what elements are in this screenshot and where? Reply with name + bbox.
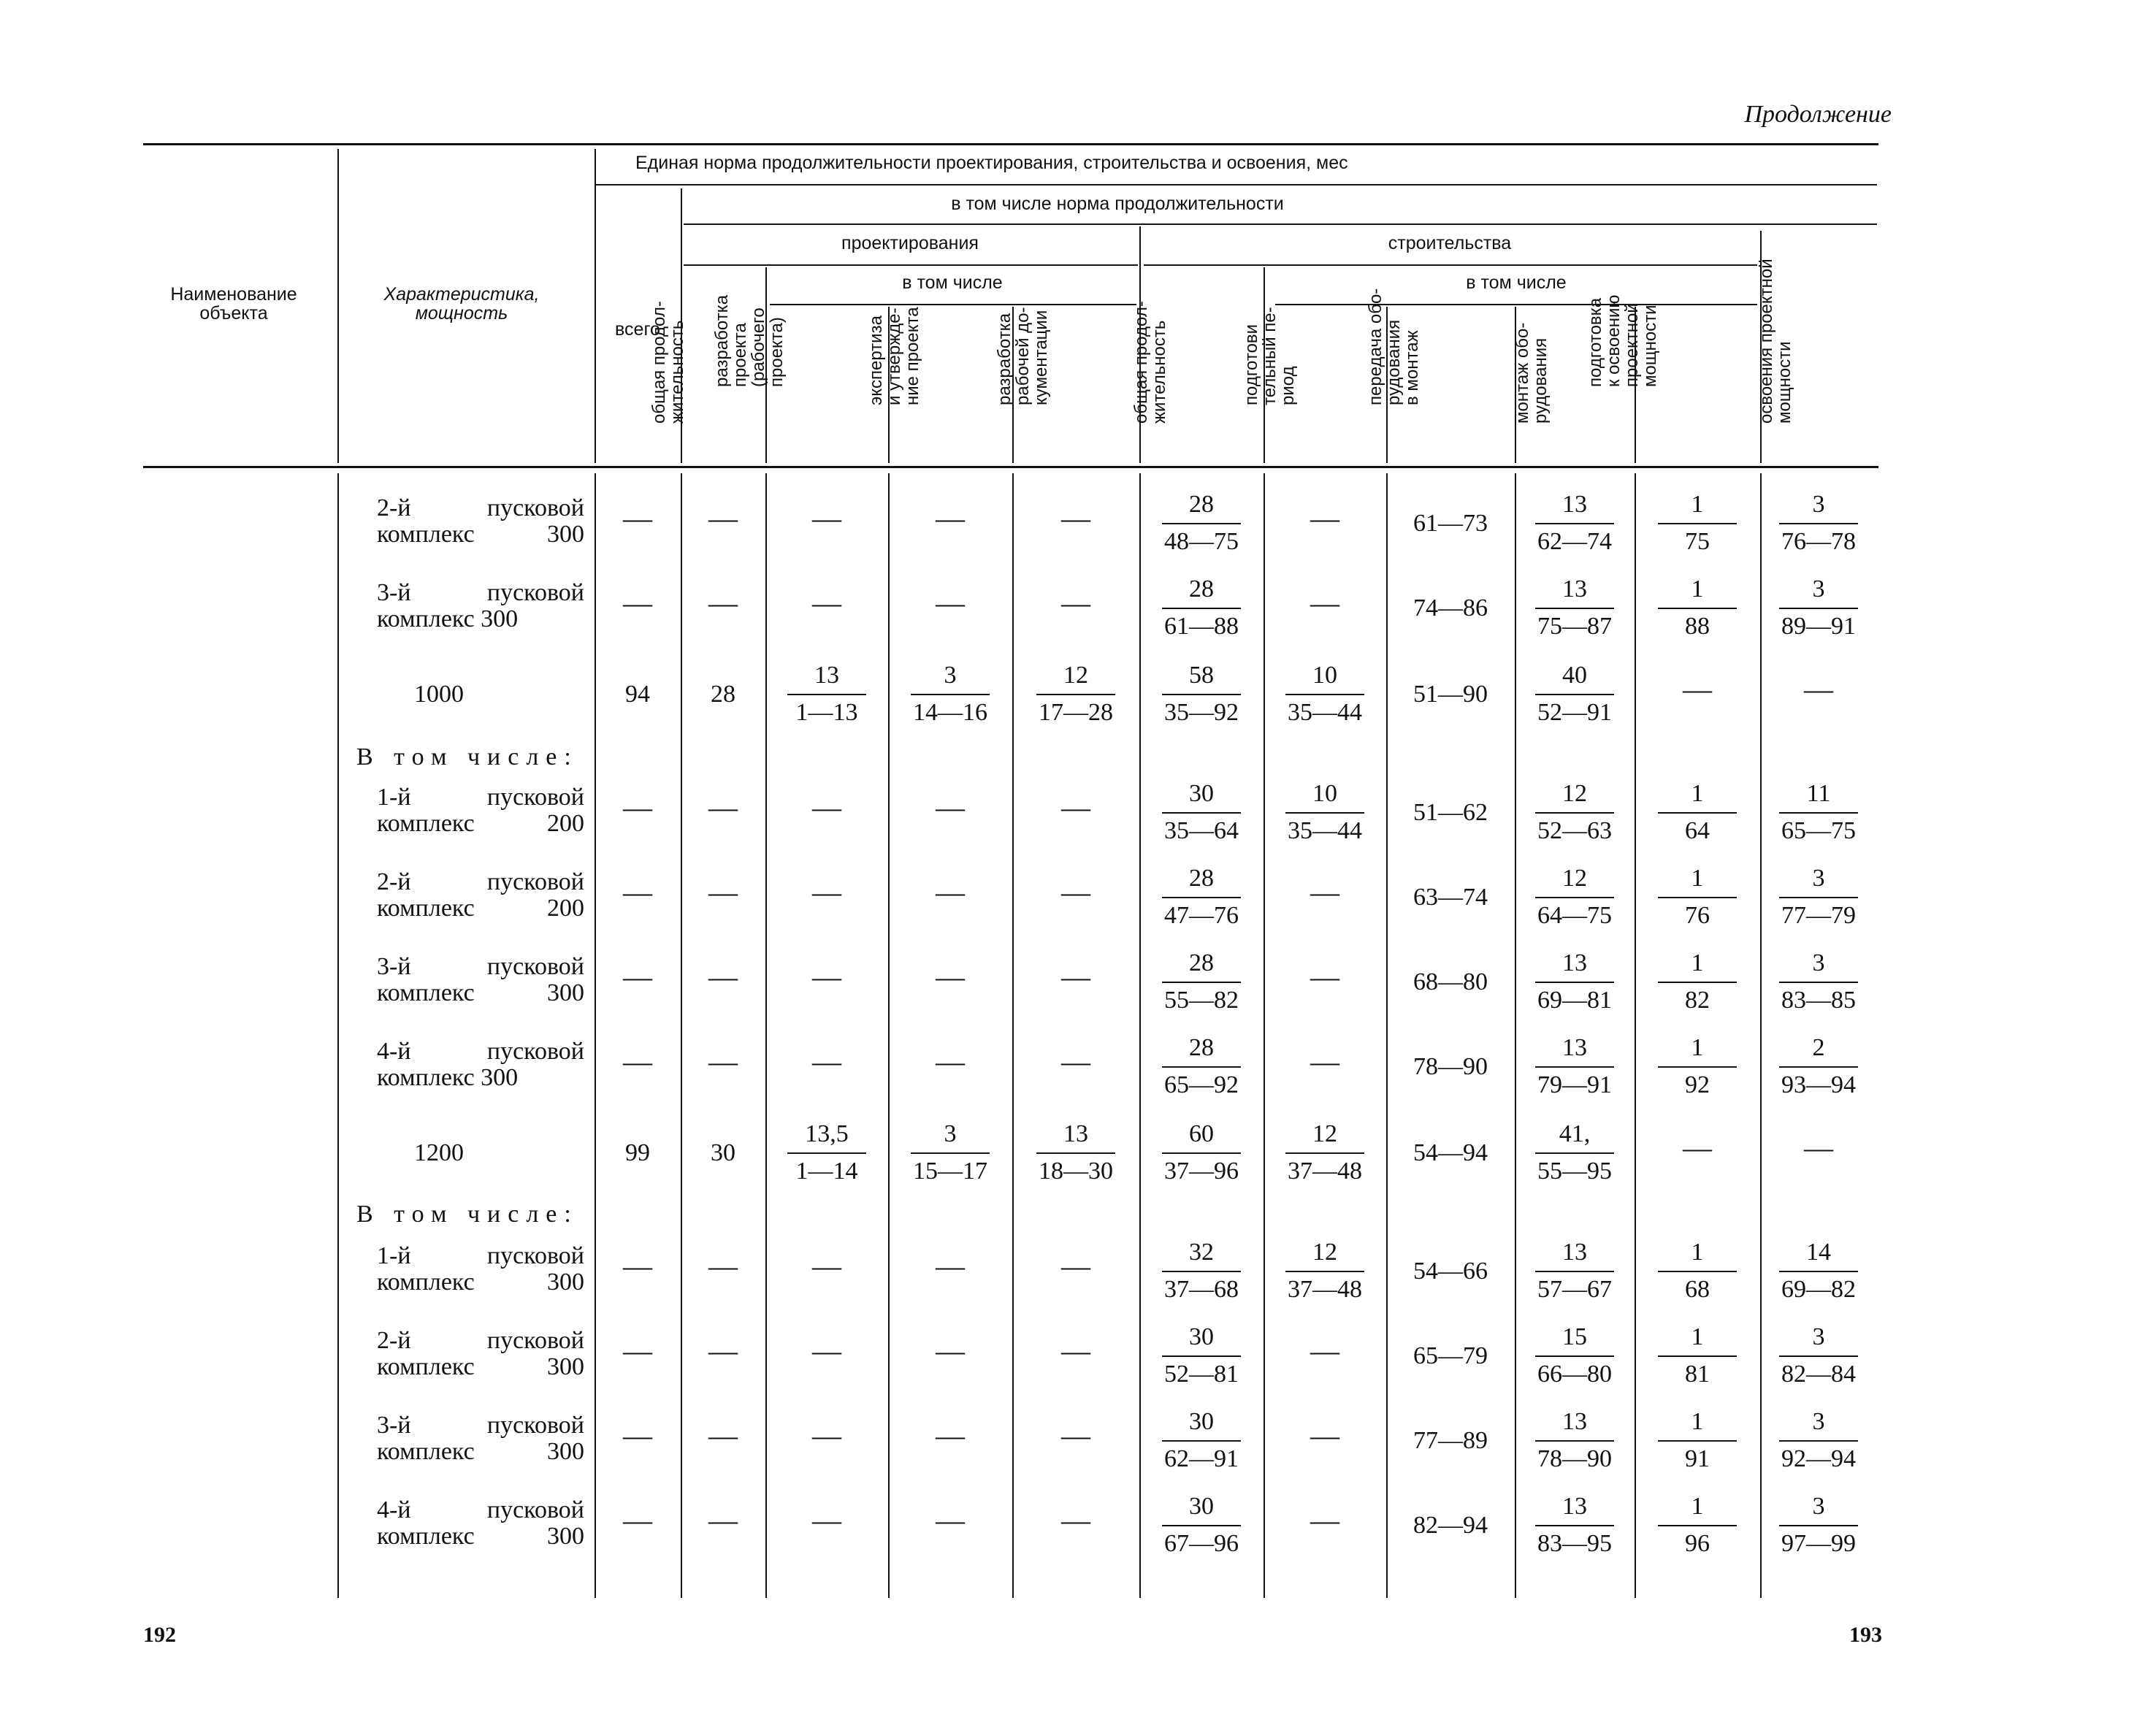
- fraction-numerator: 1: [1658, 491, 1737, 524]
- dash: —: [708, 1250, 738, 1282]
- cell-value: 54—94: [1413, 1139, 1488, 1166]
- page-number-left: 192: [143, 1623, 176, 1647]
- dash: —: [708, 1045, 738, 1078]
- complex-ordinal: 1-й: [377, 784, 411, 811]
- fraction-denominator: 57—67: [1537, 1276, 1612, 1303]
- total-header: всего: [615, 319, 660, 340]
- header-rule-construction: [1144, 264, 1757, 266]
- fraction-numerator: 13: [1535, 1034, 1614, 1068]
- header-installation: монтаж обо- рудования: [1513, 322, 1551, 424]
- header-rule-design-sub: [770, 304, 1136, 305]
- dash: —: [1310, 1334, 1339, 1367]
- cell-value: 51—90: [1413, 681, 1488, 708]
- fraction-numerator: 13: [787, 662, 866, 695]
- fraction-numerator: 3: [911, 1120, 990, 1154]
- complex-label: комплекс: [377, 1523, 475, 1550]
- fraction-numerator: 13: [1535, 575, 1614, 609]
- table-row: [0, 865, 2156, 954]
- fraction-denominator: 15—17: [913, 1158, 987, 1185]
- fraction-numerator: 2: [1779, 1034, 1858, 1068]
- complex-ordinal: 3-й: [377, 1412, 411, 1439]
- fraction-numerator: 1: [1658, 1323, 1737, 1357]
- dash: —: [708, 876, 738, 909]
- dash: —: [812, 1045, 841, 1078]
- dash: —: [1061, 586, 1090, 619]
- fraction-numerator: 10: [1285, 662, 1364, 695]
- launch-complex-label: [377, 1497, 584, 1550]
- complex-capacity: 300: [547, 1269, 584, 1296]
- design-including-header: в том числе: [902, 272, 1003, 293]
- fraction-numerator: 13: [1535, 1493, 1614, 1526]
- table-row: [0, 575, 2156, 665]
- table-row: [0, 1034, 2156, 1123]
- dash: —: [1061, 960, 1090, 993]
- fraction-denominator: 77—79: [1781, 902, 1856, 929]
- fraction-numerator: 28: [1162, 1034, 1241, 1068]
- dash: —: [936, 1419, 965, 1452]
- dash: —: [812, 791, 841, 824]
- complex-word: пусковой: [486, 1496, 584, 1523]
- fraction-denominator: 97—99: [1781, 1530, 1856, 1557]
- cell-value: 54—66: [1413, 1258, 1488, 1285]
- dash: —: [623, 502, 652, 535]
- fraction-denominator: 64—75: [1537, 902, 1612, 929]
- dash: —: [936, 586, 965, 619]
- fraction-denominator: 65—75: [1781, 817, 1856, 844]
- fraction-denominator: 68: [1685, 1276, 1710, 1303]
- fraction-denominator: 35—64: [1164, 817, 1239, 844]
- fraction-numerator: 1: [1658, 1239, 1737, 1272]
- complex-label: комплекс: [377, 1353, 475, 1380]
- fraction-numerator: 1: [1658, 1408, 1737, 1442]
- dash: —: [812, 1250, 841, 1282]
- dash: —: [708, 586, 738, 619]
- fraction-denominator: 37—48: [1288, 1158, 1362, 1185]
- fraction-numerator: 30: [1162, 1408, 1241, 1442]
- fraction-numerator: 13,5: [787, 1120, 866, 1154]
- complex-label: комплекс: [377, 1269, 475, 1296]
- fraction-denominator: 88: [1685, 613, 1710, 640]
- complex-word: пусковой: [486, 784, 584, 811]
- complex-ordinal: 4-й: [377, 1496, 411, 1523]
- launch-complex-label: [377, 1412, 584, 1465]
- table-row: [0, 1239, 2156, 1328]
- cell-value: 51—62: [1413, 799, 1488, 826]
- fraction-numerator: 3: [1779, 575, 1858, 609]
- page-number-right: 193: [1849, 1623, 1882, 1647]
- fraction-numerator: 12: [1285, 1239, 1364, 1272]
- dash: —: [1683, 673, 1712, 705]
- cell-value: 63—74: [1413, 884, 1488, 911]
- unified-norm-header: Единая норма продолжительности проектирования, строительства и освоения, мес: [635, 153, 1348, 173]
- dash: —: [623, 586, 652, 619]
- fraction-denominator: 52—63: [1537, 817, 1612, 844]
- continued-label: Продолжение: [1744, 101, 1892, 128]
- fraction-denominator: 82: [1685, 987, 1710, 1014]
- dash: —: [1310, 1419, 1339, 1452]
- complex-ordinal: 2-й: [377, 868, 411, 895]
- dash: —: [1061, 1045, 1090, 1078]
- characteristic-header: Характеристика, мощность: [383, 284, 540, 324]
- design-header: проектирования: [841, 233, 979, 253]
- header-equipment-transfer: передача обо- рудования в монтаж: [1366, 288, 1422, 405]
- fraction-denominator: 82—84: [1781, 1361, 1856, 1388]
- dash: —: [936, 1045, 965, 1078]
- construction-including-header: в том числе: [1466, 272, 1567, 293]
- fraction-denominator: 55—82: [1164, 987, 1239, 1014]
- complex-label: комплекс: [377, 1438, 475, 1465]
- cell-value: 77—89: [1413, 1427, 1488, 1454]
- header-design-develop: разработка проекта (рабочего проекта): [712, 294, 787, 387]
- dash: —: [708, 1419, 738, 1452]
- dash: —: [1061, 876, 1090, 909]
- header-mastering-prep: подготовка к освоению проектной мощности: [1586, 294, 1660, 387]
- dash: —: [1310, 1045, 1339, 1078]
- fraction-denominator: 64: [1685, 817, 1710, 844]
- fraction-numerator: 3: [1779, 865, 1858, 898]
- dash: —: [936, 791, 965, 824]
- fraction-numerator: 41,: [1535, 1120, 1614, 1154]
- subheading: В том числе:: [356, 1201, 578, 1228]
- fraction-denominator: 35—92: [1164, 699, 1239, 726]
- fraction-numerator: 3: [1779, 1323, 1858, 1357]
- fraction-numerator: 30: [1162, 1493, 1241, 1526]
- complex-label: комплекс 300: [377, 605, 519, 632]
- complex-capacity: 300: [547, 521, 584, 548]
- dash: —: [1683, 1131, 1712, 1164]
- fraction-denominator: 14—16: [913, 699, 987, 726]
- cell-value: 82—94: [1413, 1512, 1488, 1539]
- fraction-numerator: 60: [1162, 1120, 1241, 1154]
- object-name-header: Наименование объекта: [170, 284, 297, 324]
- dash: —: [623, 1250, 652, 1282]
- cell-value: 94: [625, 681, 650, 708]
- capacity-value: 1000: [414, 681, 464, 708]
- complex-ordinal: 2-й: [377, 494, 411, 521]
- dash: —: [812, 1504, 841, 1537]
- table-row: [0, 1120, 2156, 1209]
- fraction-numerator: 1: [1658, 1493, 1737, 1526]
- dash: —: [936, 502, 965, 535]
- fraction-denominator: 69—82: [1781, 1276, 1856, 1303]
- fraction-numerator: 30: [1162, 1323, 1241, 1357]
- complex-word: пусковой: [486, 1038, 584, 1065]
- cell-value: 68—80: [1413, 968, 1488, 995]
- fraction-numerator: 13: [1535, 1408, 1614, 1442]
- fraction-denominator: 92: [1685, 1071, 1710, 1098]
- launch-complex-label: [377, 495, 584, 548]
- complex-word: пусковой: [486, 868, 584, 895]
- fraction-numerator: 3: [1779, 1408, 1858, 1442]
- fraction-numerator: 13: [1535, 1239, 1614, 1272]
- fraction-denominator: 37—96: [1164, 1158, 1239, 1185]
- table-row: [0, 662, 2156, 751]
- dash: —: [812, 960, 841, 993]
- complex-ordinal: 3-й: [377, 953, 411, 980]
- dash: —: [936, 960, 965, 993]
- fraction-numerator: 3: [1779, 949, 1858, 983]
- dash: —: [623, 960, 652, 993]
- fraction-denominator: 62—74: [1537, 528, 1612, 555]
- fraction-numerator: 12: [1535, 780, 1614, 814]
- fraction-denominator: 67—96: [1164, 1530, 1239, 1557]
- subheading: В том числе:: [356, 743, 578, 770]
- dash: —: [708, 960, 738, 993]
- dash: —: [936, 1334, 965, 1367]
- complex-label: комплекс: [377, 810, 475, 837]
- table-row: [0, 491, 2156, 580]
- fraction-denominator: 55—95: [1537, 1158, 1612, 1185]
- complex-word: пусковой: [486, 579, 584, 606]
- complex-ordinal: 4-й: [377, 1038, 411, 1065]
- fraction-numerator: 14: [1779, 1239, 1858, 1272]
- cell-value: 61—73: [1413, 510, 1488, 537]
- launch-complex-label: [377, 1039, 584, 1091]
- dash: —: [936, 1504, 965, 1537]
- dash: —: [1061, 1250, 1090, 1282]
- launch-complex-label: [377, 954, 584, 1006]
- fraction-numerator: 1: [1658, 575, 1737, 609]
- dash: —: [1061, 502, 1090, 535]
- fraction-denominator: 76: [1685, 902, 1710, 929]
- dash: —: [1310, 876, 1339, 909]
- dash: —: [1804, 673, 1833, 705]
- fraction-numerator: 32: [1162, 1239, 1241, 1272]
- fraction-numerator: 30: [1162, 780, 1241, 814]
- fraction-numerator: 3: [1779, 491, 1858, 524]
- complex-ordinal: 3-й: [377, 579, 411, 606]
- dash: —: [708, 1334, 738, 1367]
- cell-value: 30: [711, 1139, 735, 1166]
- fraction-numerator: 1: [1658, 780, 1737, 814]
- cell-value: 28: [711, 681, 735, 708]
- complex-ordinal: 1-й: [377, 1242, 411, 1269]
- fraction-numerator: 58: [1162, 662, 1241, 695]
- fraction-denominator: 1—13: [795, 699, 858, 726]
- complex-capacity: 300: [547, 1438, 584, 1465]
- fraction-denominator: 89—91: [1781, 613, 1856, 640]
- fraction-numerator: 28: [1162, 949, 1241, 983]
- complex-capacity: 300: [547, 1523, 584, 1550]
- dash: —: [623, 1045, 652, 1078]
- dash: —: [936, 876, 965, 909]
- fraction-numerator: 1: [1658, 865, 1737, 898]
- fraction-numerator: 3: [1779, 1493, 1858, 1526]
- dash: —: [623, 1419, 652, 1452]
- fraction-denominator: 83—95: [1537, 1530, 1612, 1557]
- fraction-numerator: 1: [1658, 949, 1737, 983]
- table-row: [0, 1323, 2156, 1412]
- fraction-denominator: 65—92: [1164, 1071, 1239, 1098]
- dash: —: [1061, 1334, 1090, 1367]
- header-expertise: экспертиза и утвержде- ние проекта: [866, 307, 922, 405]
- fraction-denominator: 37—68: [1164, 1276, 1239, 1303]
- dash: —: [1310, 502, 1339, 535]
- fraction-denominator: 35—44: [1288, 699, 1362, 726]
- dash: —: [1061, 1419, 1090, 1452]
- including-norm-header: в том числе норма продолжительности: [951, 194, 1284, 214]
- top-rule: [143, 143, 1878, 145]
- header-mastering: освоения проектной мощности: [1756, 259, 1794, 424]
- dash: —: [812, 1334, 841, 1367]
- capacity-value: 1200: [414, 1139, 464, 1166]
- fraction-numerator: 12: [1036, 662, 1115, 695]
- cell-value: 74—86: [1413, 594, 1488, 621]
- dash: —: [1310, 586, 1339, 619]
- fraction-numerator: 10: [1285, 780, 1364, 814]
- fraction-denominator: 76—78: [1781, 528, 1856, 555]
- launch-complex-label: [377, 1328, 584, 1380]
- fraction-denominator: 17—28: [1039, 699, 1113, 726]
- fraction-numerator: 3: [911, 662, 990, 695]
- complex-capacity: 200: [547, 810, 584, 837]
- launch-complex-label: [377, 1243, 584, 1296]
- table-row: [0, 780, 2156, 869]
- cell-value: 78—90: [1413, 1053, 1488, 1080]
- fraction-numerator: 13: [1036, 1120, 1115, 1154]
- fraction-numerator: 28: [1162, 865, 1241, 898]
- fraction-numerator: 28: [1162, 491, 1241, 524]
- fraction-denominator: 93—94: [1781, 1071, 1856, 1098]
- fraction-denominator: 69—81: [1537, 987, 1612, 1014]
- dash: —: [623, 876, 652, 909]
- fraction-numerator: 15: [1535, 1323, 1614, 1357]
- dash: —: [623, 1334, 652, 1367]
- fraction-numerator: 11: [1779, 780, 1858, 814]
- dash: —: [623, 791, 652, 824]
- cell-value: 65—79: [1413, 1342, 1488, 1369]
- header-working-docs: разработка рабочей до- кументации: [995, 307, 1051, 405]
- table-row: [0, 949, 2156, 1039]
- fraction-numerator: 13: [1535, 949, 1614, 983]
- header-design-total: общая продол- жительность: [649, 301, 687, 424]
- construction-header: строительства: [1388, 233, 1512, 253]
- fraction-denominator: 75: [1685, 528, 1710, 555]
- complex-label: комплекс: [377, 979, 475, 1006]
- complex-label: комплекс: [377, 521, 475, 548]
- dash: —: [1310, 1504, 1339, 1537]
- complex-word: пусковой: [486, 1242, 584, 1269]
- fraction-numerator: 40: [1535, 662, 1614, 695]
- fraction-denominator: 61—88: [1164, 613, 1239, 640]
- fraction-denominator: 81: [1685, 1361, 1710, 1388]
- dash: —: [936, 1250, 965, 1282]
- fraction-denominator: 83—85: [1781, 987, 1856, 1014]
- fraction-numerator: 13: [1535, 491, 1614, 524]
- launch-complex-label: [377, 580, 584, 632]
- fraction-numerator: 1: [1658, 1034, 1737, 1068]
- dash: —: [1061, 1504, 1090, 1537]
- complex-word: пусковой: [486, 953, 584, 980]
- complex-capacity: 300: [547, 1353, 584, 1380]
- dash: —: [1804, 1131, 1833, 1164]
- header-constr-total: общая продол- жительность: [1131, 301, 1169, 424]
- header-preparatory: подготови тельный пе- риод: [1242, 307, 1298, 405]
- fraction-numerator: 12: [1285, 1120, 1364, 1154]
- complex-word: пусковой: [486, 494, 584, 521]
- table-row: [0, 1493, 2156, 1582]
- fraction-denominator: 18—30: [1039, 1158, 1113, 1185]
- header-rule-1: [595, 184, 1877, 185]
- complex-label: комплекс: [377, 895, 475, 922]
- header-vline: [595, 149, 596, 463]
- dash: —: [812, 1419, 841, 1452]
- complex-word: пусковой: [486, 1412, 584, 1439]
- header-rule-2: [684, 223, 1877, 225]
- fraction-denominator: 66—80: [1537, 1361, 1612, 1388]
- fraction-denominator: 52—81: [1164, 1361, 1239, 1388]
- fraction-denominator: 52—91: [1537, 699, 1612, 726]
- fraction-numerator: 28: [1162, 575, 1241, 609]
- fraction-denominator: 35—44: [1288, 817, 1362, 844]
- table-row: [0, 1408, 2156, 1497]
- dash: —: [708, 1504, 738, 1537]
- fraction-denominator: 92—94: [1781, 1445, 1856, 1472]
- fraction-denominator: 62—91: [1164, 1445, 1239, 1472]
- dash: —: [1061, 791, 1090, 824]
- fraction-numerator: 12: [1535, 865, 1614, 898]
- complex-ordinal: 2-й: [377, 1327, 411, 1354]
- dash: —: [623, 1504, 652, 1537]
- complex-label: комплекс 300: [377, 1064, 519, 1091]
- complex-capacity: 300: [547, 979, 584, 1006]
- fraction-denominator: 79—91: [1537, 1071, 1612, 1098]
- fraction-denominator: 78—90: [1537, 1445, 1612, 1472]
- cell-value: 99: [625, 1139, 650, 1166]
- fraction-denominator: 75—87: [1537, 613, 1612, 640]
- fraction-denominator: 48—75: [1164, 528, 1239, 555]
- fraction-denominator: 96: [1685, 1530, 1710, 1557]
- complex-word: пусковой: [486, 1327, 584, 1354]
- complex-capacity: 200: [547, 895, 584, 922]
- fraction-denominator: 1—14: [795, 1158, 858, 1185]
- dash: —: [1310, 960, 1339, 993]
- fraction-denominator: 91: [1685, 1445, 1710, 1472]
- dash: —: [812, 876, 841, 909]
- launch-complex-label: [377, 869, 584, 922]
- fraction-denominator: 37—48: [1288, 1276, 1362, 1303]
- header-bottom-rule: [143, 466, 1878, 468]
- fraction-denominator: 47—76: [1164, 902, 1239, 929]
- dash: —: [708, 791, 738, 824]
- launch-complex-label: [377, 784, 584, 837]
- dash: —: [708, 502, 738, 535]
- dash: —: [812, 502, 841, 535]
- dash: —: [812, 586, 841, 619]
- header-vline: [337, 149, 339, 463]
